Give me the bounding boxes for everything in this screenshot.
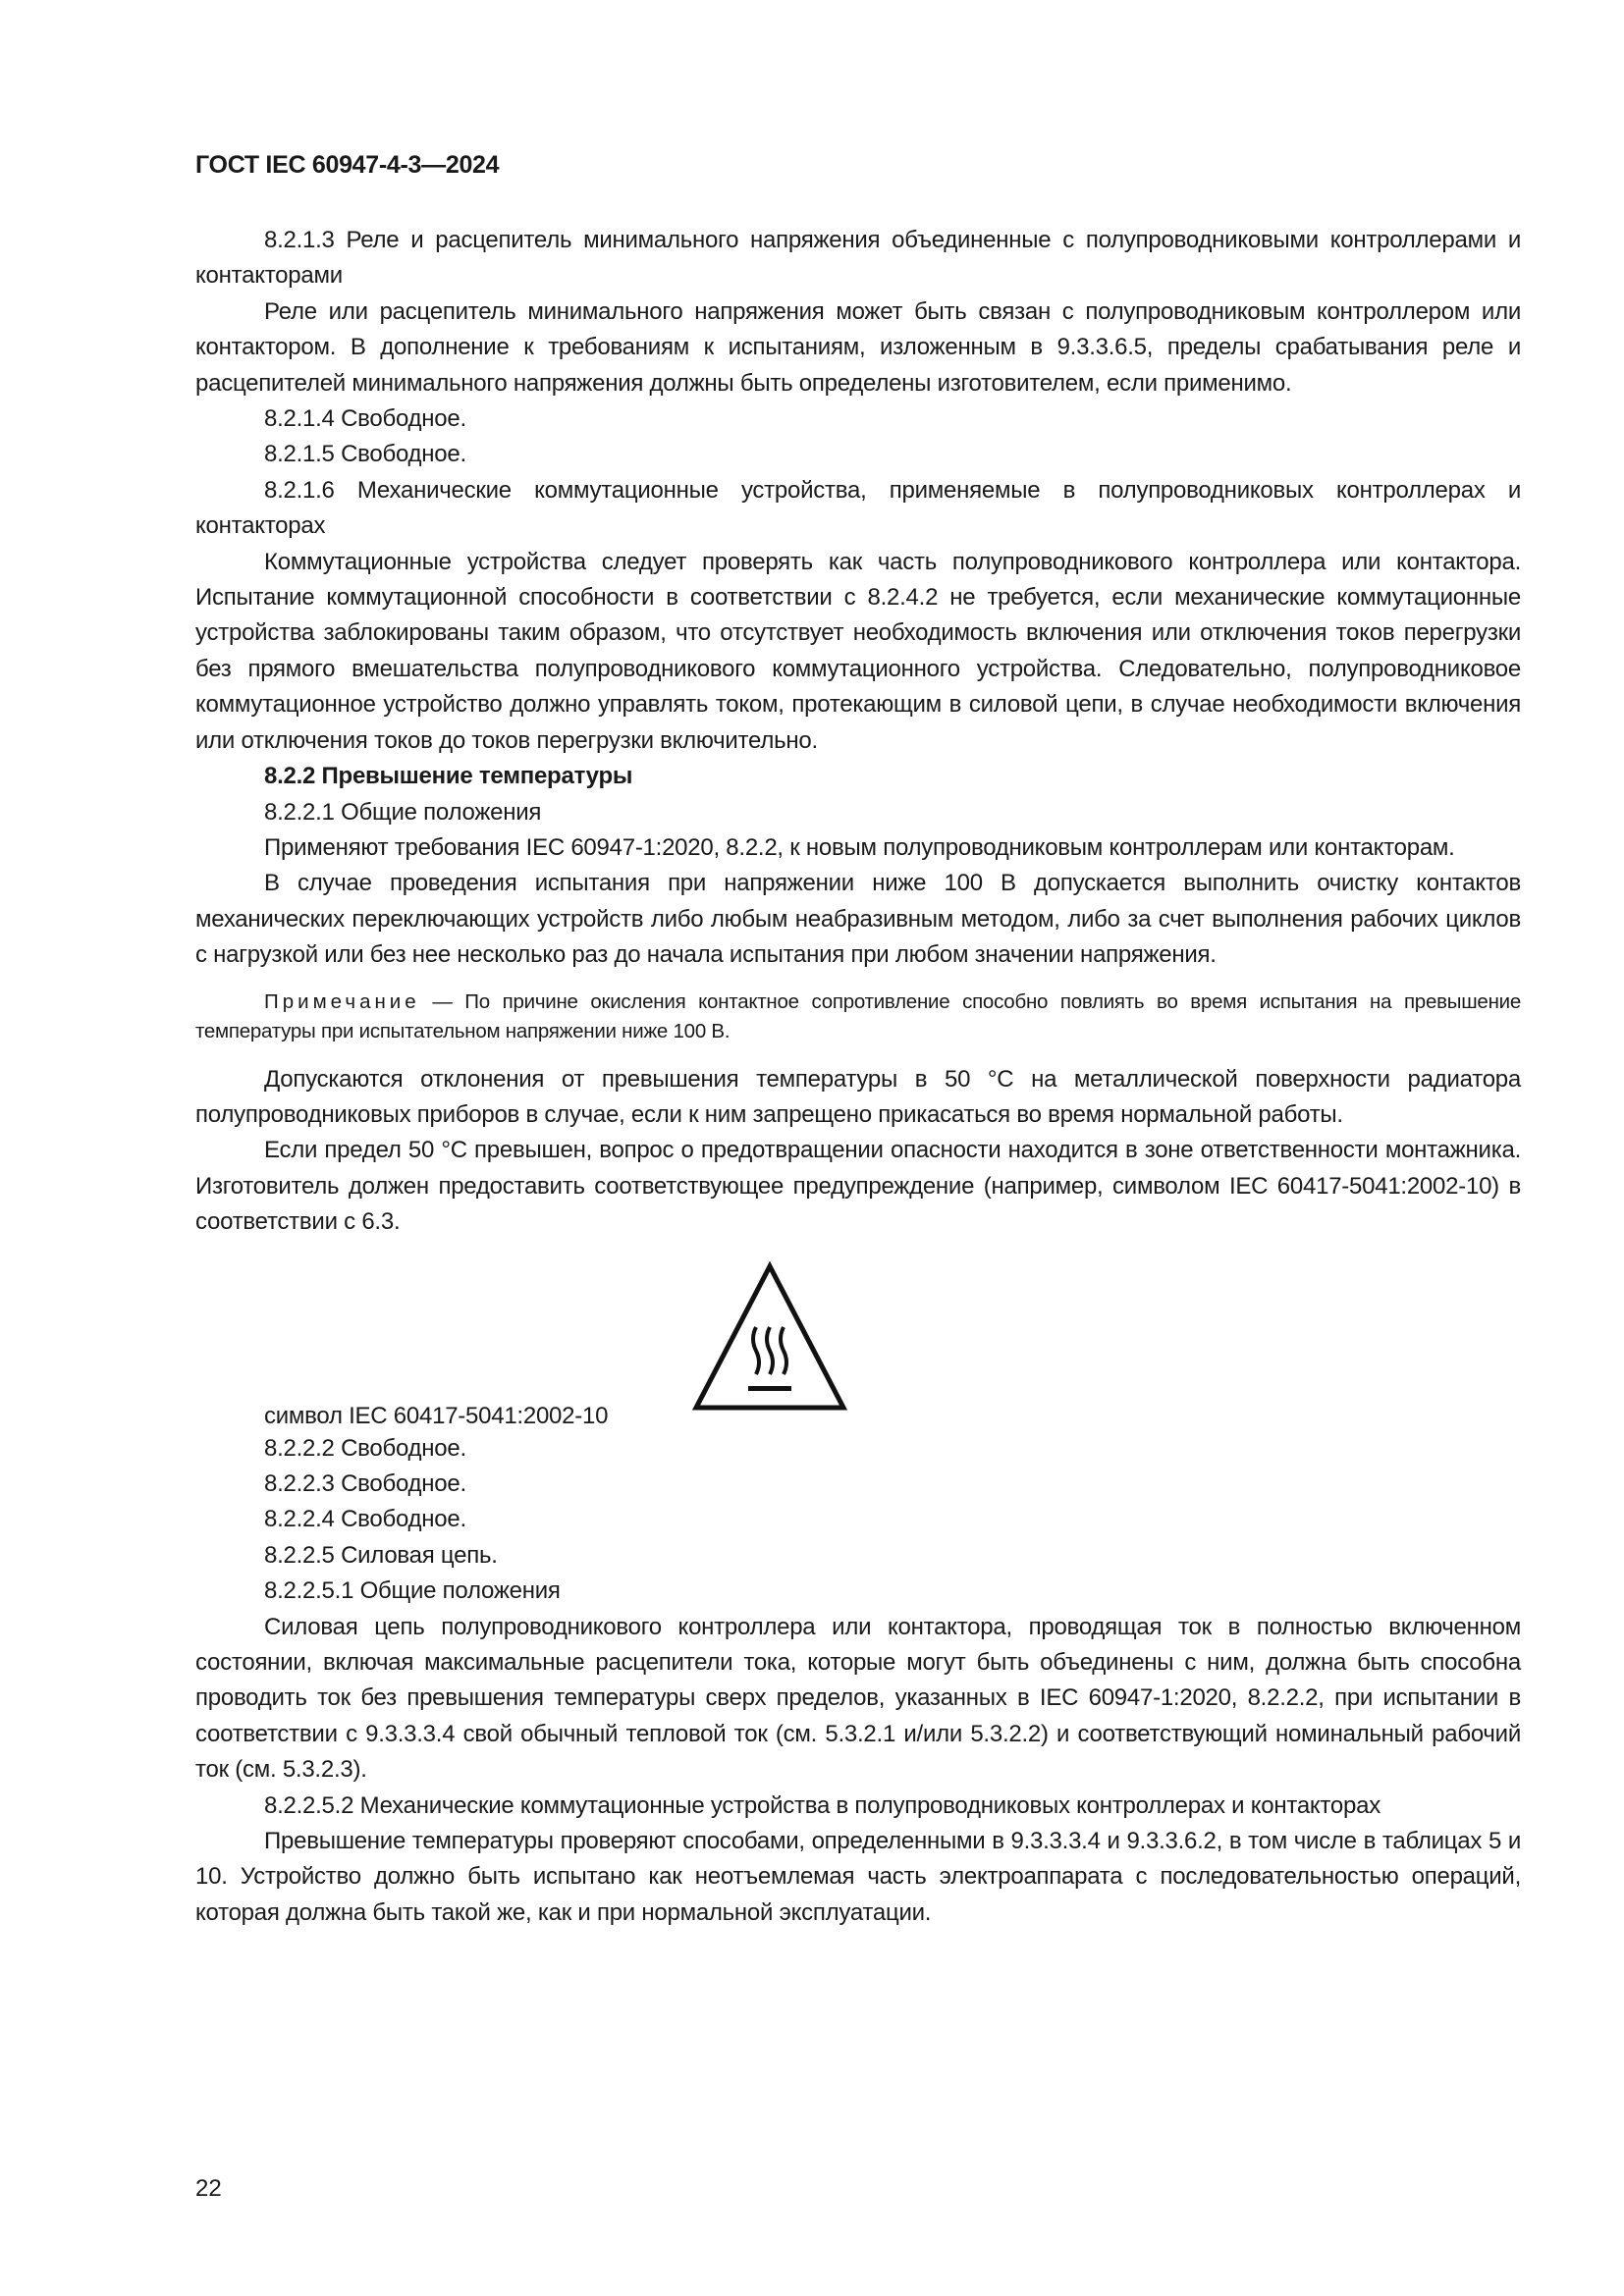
paragraph: 8.2.2.3 Свободное. <box>264 1469 466 1497</box>
paragraph: Если предел 50 °С превышен, вопрос о предотвращении опасности находится в зоне ответственности монтажника. Изготовитель должен предоставить соответствующее предупреждение (например, символом IEC 60417-5041:2002-10) в соответствии с 6.3. <box>195 1137 1521 1236</box>
paragraph: 8.2.1.5 Свободное. <box>264 441 466 468</box>
paragraph: 8.2.2.5.1 Общие положения <box>264 1577 561 1605</box>
page-number: 22 <box>195 2175 222 2202</box>
paragraph: Коммутационные устройства следует проверять как часть полупроводникового контроллера или контактора. Испытание коммутационной способности в соответствии с 8.2.4.2 не требуется, если механические коммутационные устройства заблокированы таким образом, что отсутствует необходимость включения или отключения токов перегрузки без прямого вмешательства полупроводникового коммутационного устройства. Следовательно, полупроводниковое коммутационное устройство должно управлять током, протекающим в силовой цепи, в случае необходимости включения или отключения токов до токов перегрузки включительно. <box>195 548 1521 754</box>
paragraph: Допускаются отклонения от превышения температуры в 50 °С на металлической поверхности радиатора полупроводниковых приборов в случае, если к ним запрещено прикасаться во время нормальной работы. <box>195 1065 1521 1128</box>
hot-surface-symbol-row <box>195 1258 1521 1431</box>
note <box>195 988 1521 1046</box>
symbol-label: символ IEC 60417-5041:2002-10 <box>264 1403 609 1430</box>
hot-surface-warning-icon <box>691 1258 848 1415</box>
paragraph: 8.2.1.6 Механические коммутационные устройства, применяемые в полупроводниковых контроллерах и контакторах <box>195 476 1521 540</box>
paragraph: 8.2.1.4 Свободное. <box>264 405 466 433</box>
paragraph: 8.2.2.4 Свободное. <box>264 1506 466 1533</box>
paragraph: Силовая цепь полупроводникового контроллера или контактора, проводящая ток в полностью включенном состоянии, включая максимальные расцепители тока, которые могут быть объединены с ним, должна быть способна проводить ток без превышения температуры сверх пределов, указанных в IEC 60947-1:2020, 8.2.2.2, при испытании в соответствии с 9.3.3.3.4 свой обычный тепловой ток (см. 5.3.2.1 и/или 5.3.2.2) и соответствующий номинальный рабочий ток (см. 5.3.2.3). <box>195 1613 1521 1784</box>
document-header: ГОСТ IEC 60947-4-3—2024 <box>195 151 500 179</box>
paragraph: 8.2.2.5.2 Механические коммутационные устройства в полупроводниковых контроллерах и контакторах <box>264 1791 1380 1819</box>
paragraph: Применяют требования IEC 60947-1:2020, 8.2.2, к новым полупроводниковым контроллерам или контакторам. <box>264 833 1455 861</box>
paragraph: Превышение температуры проверяют способами, определенными в 9.3.3.3.4 и 9.3.3.6.2, в том числе в таблицах 5 и 10. Устройство должно быть испытано как неотъемлемая часть электроаппарата с последовательностью операций, которая должна быть такой же, как и при нормальной эксплуатации. <box>195 1828 1521 1926</box>
paragraph: В случае проведения испытания при напряжении ниже 100 В допускается выполнить очистку контактов механических переключающих устройств либо любым неабразивным методом, либо за счет выполнения рабочих циклов с нагрузкой или без нее несколько раз до начала испытания при любом значении напряжения. <box>195 870 1521 969</box>
paragraph: 8.2.2.1 Общие положения <box>264 798 542 826</box>
note-text: — По причине окисления контактное сопротивление способно повлиять во время испытания на превышение температуры при испытательном напряжении ниже 100 В. <box>195 989 1521 1042</box>
page-body <box>195 223 1521 1931</box>
section-heading: 8.2.2 Превышение температуры <box>264 763 633 790</box>
paragraph: Реле или расцепитель минимального напряжения может быть связан с полупроводниковым контроллером или контактором. В дополнение к требованиям к испытаниям, изложенным в 9.3.3.6.5, пределы срабатывания реле и расцепителей минимального напряжения должны быть определены изготовителем, если применимо. <box>195 297 1521 397</box>
paragraph: 8.2.2.2 Свободное. <box>264 1434 466 1462</box>
paragraph: 8.2.1.3 Реле и расцепитель минимального напряжения объединенные с полупроводниковыми контроллерами и контакторами <box>195 227 1521 290</box>
note-label: Примечание <box>264 989 420 1013</box>
paragraph: 8.2.2.5 Силовая цепь. <box>264 1541 498 1569</box>
